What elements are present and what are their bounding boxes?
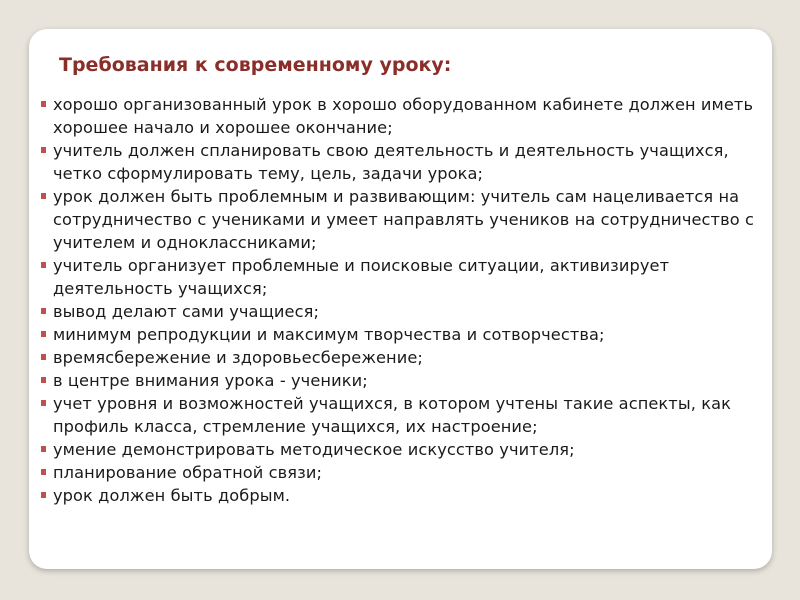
list-item-text: планирование обратной связи;	[53, 463, 323, 482]
list-item	[36, 369, 761, 392]
square-bullet-icon	[41, 308, 46, 314]
square-bullet-icon	[41, 262, 46, 268]
list-item	[36, 323, 761, 346]
list-item-text: учитель должен спланировать свою деятельность и деятельность учащихся, четко сформулировать тему, цель, задачи урока;	[53, 141, 729, 183]
square-bullet-icon	[41, 492, 46, 498]
list-item-text: в центре внимания урока - ученики;	[53, 371, 368, 390]
square-bullet-icon	[41, 101, 46, 107]
square-bullet-icon	[41, 446, 46, 452]
list-item-text: учитель организует проблемные и поисковые ситуации, активизирует деятельность учащихся;	[53, 256, 670, 298]
list-item	[36, 484, 761, 507]
square-bullet-icon	[41, 193, 46, 199]
list-item-text: времясбережение и здоровьесбережение;	[53, 348, 423, 367]
list-item	[36, 346, 761, 369]
list-item	[36, 461, 761, 484]
list-item-text: хорошо организованный урок в хорошо оборудованном кабинете должен иметь хорошее начало и хорошее окончание;	[53, 95, 754, 137]
list-item	[36, 139, 761, 185]
list-item-text: вывод делают сами учащиеся;	[53, 302, 319, 321]
list-item	[36, 438, 761, 461]
list-item-text: учет уровня и возможностей учащихся, в котором учтены такие аспекты, как профиль класса, стремление учащихся, их настроение;	[53, 394, 731, 436]
list-item	[36, 254, 761, 300]
square-bullet-icon	[41, 400, 46, 406]
list-item-text: минимум репродукции и максимум творчества и сотворчества;	[53, 325, 605, 344]
square-bullet-icon	[41, 469, 46, 475]
list-item-text: урок должен быть проблемным и развивающим: учитель сам нацеливается на сотрудничество с учениками и умеет направлять учеников на сотрудничество с учителем и одноклассниками;	[53, 187, 754, 252]
list-item-text: умение демонстрировать методическое искусство учителя;	[53, 440, 575, 459]
square-bullet-icon	[41, 147, 46, 153]
list-item-text: урок должен быть добрым.	[53, 486, 291, 505]
square-bullet-icon	[41, 331, 46, 337]
list-item	[36, 185, 761, 254]
requirements-list	[36, 93, 761, 507]
list-item	[36, 392, 761, 438]
slide-title: Требования к современному уроку:	[59, 54, 452, 76]
list-item	[36, 300, 761, 323]
square-bullet-icon	[41, 354, 46, 360]
list-item	[36, 93, 761, 139]
square-bullet-icon	[41, 377, 46, 383]
